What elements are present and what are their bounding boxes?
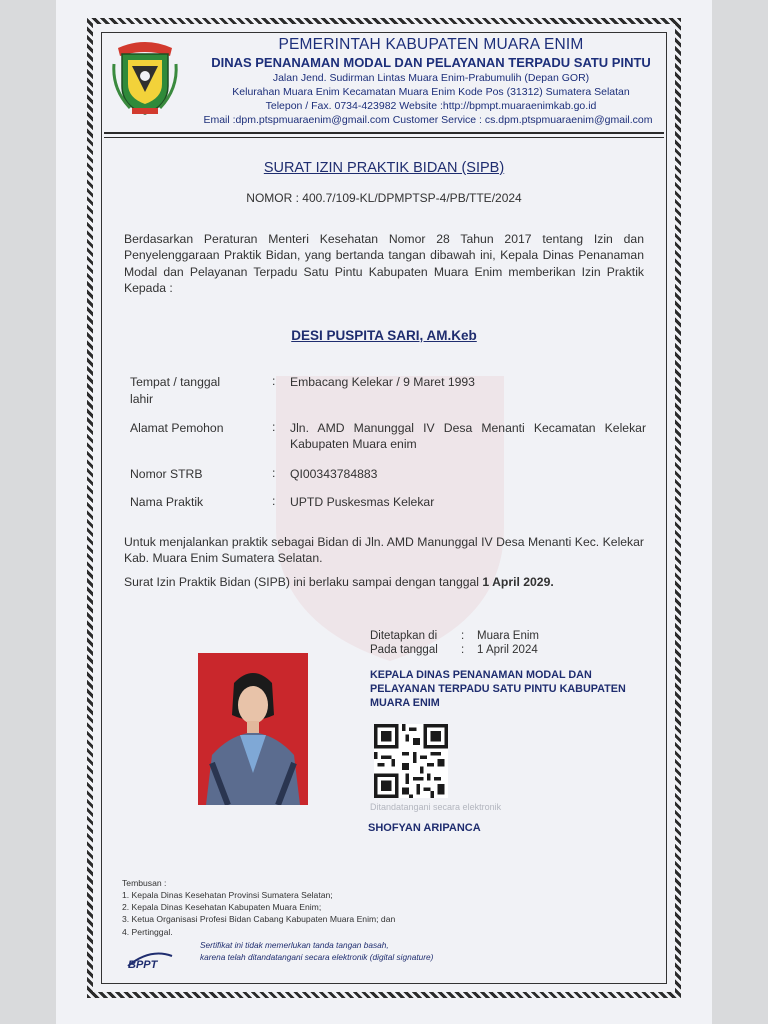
- header-rule-thin: [104, 137, 664, 138]
- field-colon: :: [272, 374, 276, 388]
- field-value-birth: Embacang Kelekar / 9 Maret 1993: [290, 375, 475, 389]
- field-colon: :: [272, 466, 276, 480]
- place-colon: :: [461, 630, 465, 642]
- intro-paragraph: Berdasarkan Peraturan Menteri Kesehatan Nomor 28 Tahun 2017 tentang Izin dan Penyelenggaraan Praktik Bidan, yang bertanda tangan dibawah ini, Kepala Dinas Penanaman Modal dan Pelayanan Terpadu Satu Pintu Kabupaten Muara Enim memberikan Izin Praktik Kepada :: [124, 232, 644, 296]
- field-value-strb: QI00343784883: [290, 467, 378, 481]
- qr-code-icon: [374, 724, 448, 798]
- footer-note-2: karena telah ditandatangani secara elektronik (digital signature): [200, 952, 434, 962]
- field-label-strb: Nomor STRB: [130, 467, 203, 481]
- document-title: SURAT IZIN PRAKTIK BIDAN (SIPB): [263, 160, 505, 176]
- date-label: Pada tanggal: [370, 644, 438, 656]
- footer-note-1: Sertifikat ini tidak memerlukan tanda tangan basah,: [200, 940, 389, 950]
- document-number: NOMOR : 400.7/109-KL/DPMPTSP-4/PB/TTE/2024: [246, 191, 522, 205]
- tembusan-item: 4. Pertinggal.: [122, 927, 173, 937]
- field-value-practice: UPTD Puskesmas Kelekar: [290, 495, 435, 509]
- field-label-birth: Tempat / tanggal lahir: [130, 375, 221, 406]
- validity-date: 1 April 2029.: [482, 575, 554, 589]
- header-address-2: Kelurahan Muara Enim Kecamatan Muara Enim Kode Pos (31312) Sumatera Selatan: [232, 86, 630, 98]
- bppt-logo-icon: [124, 946, 176, 972]
- field-label-address: Alamat Pemohon: [130, 421, 224, 435]
- field-label-practice: Nama Praktik: [130, 495, 204, 509]
- esign-note: Ditandatangani secara elektronik: [370, 802, 502, 812]
- person-photo-icon: [198, 653, 308, 805]
- tembusan-heading: Tembusan :: [122, 878, 167, 888]
- field-colon: :: [272, 494, 276, 508]
- watermark-emblem-icon: [200, 300, 580, 680]
- header-email: Email :dpm.ptspmuaraenim@gmail.com Customer Service : cs.dpm.ptspmuaraenim@gmail.com: [203, 114, 653, 126]
- header-government: PEMERINTAH KABUPATEN MUARA ENIM: [278, 36, 584, 53]
- header-phone: Telepon / Fax. 0734-423982 Website :http://bpmpt.muaraenimkab.go.id: [265, 100, 597, 112]
- date-value: 1 April 2024: [477, 644, 538, 656]
- tembusan-item: 3. Ketua Organisasi Profesi Bidan Cabang Kabupaten Muara Enim; dan: [122, 914, 396, 924]
- purpose-paragraph: Untuk menjalankan praktik sebagai Bidan di Jln. AMD Manunggal IV Desa Menanti Kec. Kelekar Kab. Muara Enim Sumatera Selatan.: [124, 535, 644, 566]
- header-address-1: Jalan Jend. Sudirman Lintas Muara Enim-Prabumulih (Depan GOR): [272, 72, 590, 84]
- field-colon: :: [272, 420, 276, 434]
- place-value: Muara Enim: [477, 630, 539, 642]
- tembusan-item: 1. Kepala Dinas Kesehatan Provinsi Sumatera Selatan;: [122, 890, 333, 900]
- applicant-photo: [198, 653, 308, 805]
- header-rule-thick: [104, 132, 664, 134]
- holder-name: DESI PUSPITA SARI, AM.Keb: [291, 328, 477, 343]
- tembusan-item: 2. Kepala Dinas Kesehatan Kabupaten Muara Enim;: [122, 902, 322, 912]
- bppt-logo-text: BPPT: [128, 959, 158, 971]
- signer-name: SHOFYAN ARIPANCA: [368, 822, 481, 834]
- signer-position: KEPALA DINAS PENANAMAN MODAL DAN PELAYANAN TERPADU SATU PINTU KABUPATEN MUARA ENIM: [370, 669, 626, 709]
- place-label: Ditetapkan di: [370, 630, 438, 642]
- regency-emblem-icon: [110, 34, 180, 116]
- field-value-address: Jln. AMD Manunggal IV Desa Menanti Kecamatan Kelekar Kabupaten Muara enim: [290, 421, 646, 452]
- date-colon: :: [461, 644, 465, 656]
- validity-paragraph: Surat Izin Praktik Bidan (SIPB) ini berlaku sampai dengan tanggal 1 April 2029.: [124, 575, 554, 589]
- header-agency: DINAS PENANAMAN MODAL DAN PELAYANAN TERPADU SATU PINTU: [211, 55, 651, 70]
